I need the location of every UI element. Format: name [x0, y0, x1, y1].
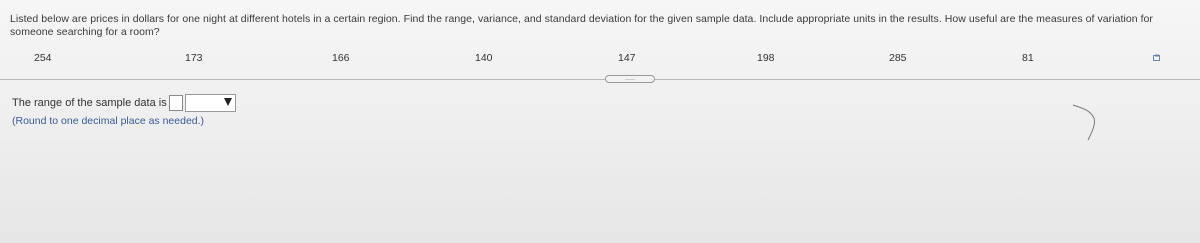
data-value: 147: [618, 52, 636, 64]
data-value: 254: [34, 52, 52, 64]
data-value: 198: [757, 52, 775, 64]
question-text: Listed below are prices in dollars for one night at different hotels in a certain region. Find the range, variance, and standard deviation for the given sample data. Include appropriate units in the results. How useful are the measures of variation for someone searching for a room?: [10, 13, 1153, 38]
copy-data-icon-graphic: [1153, 54, 1161, 62]
data-value: 173: [185, 52, 203, 64]
data-value: 166: [332, 52, 350, 64]
expand-handle-button[interactable]: .....: [605, 75, 655, 83]
pen-scribble: [1070, 100, 1110, 145]
copy-data-icon[interactable]: [1153, 54, 1161, 62]
answer-line: [12, 94, 236, 112]
data-value: 285: [889, 52, 907, 64]
range-answer-input[interactable]: [169, 95, 183, 111]
answer-prompt: The range of the sample data is: [12, 97, 167, 109]
unit-dropdown[interactable]: [185, 94, 236, 112]
rounding-hint: (Round to one decimal place as needed.): [12, 115, 205, 127]
data-value: 81: [1022, 52, 1034, 64]
data-value: 140: [475, 52, 493, 64]
section-divider: [0, 79, 1200, 80]
data-values-row: [0, 52, 1200, 68]
chevron-down-icon: [224, 98, 232, 106]
